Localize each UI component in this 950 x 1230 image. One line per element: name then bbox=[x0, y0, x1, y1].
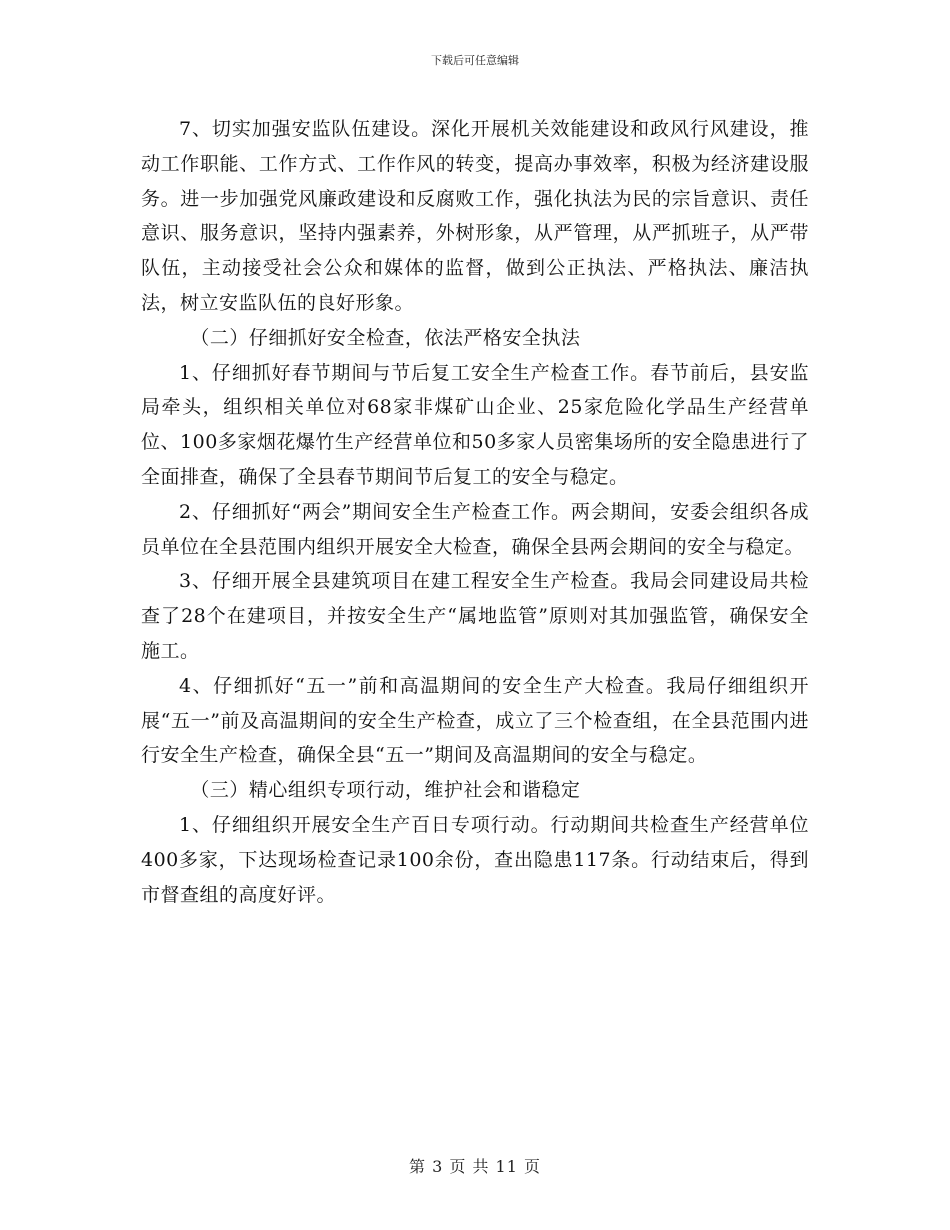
paragraph-hundred-day-action: 1、仔细组织开展安全生产百日专项行动。行动期间共检查生产经营单位400多家，下达现场检查记录100余份，查出隐患117条。行动结束后，得到市督查组的高度好评。 bbox=[141, 813, 809, 906]
document-body bbox=[141, 112, 809, 912]
section-heading-special-actions: （三）精心组织专项行动，维护社会和谐稳定 bbox=[190, 779, 581, 802]
page-number: 第 3 页 共 11 页 bbox=[409, 1157, 541, 1176]
paragraph-construction-inspection: 3、仔细开展全县建筑项目在建工程安全生产检查。我局会同建设局共检查了28个在建项目，并按安全生产“属地监管”原则对其加强监管，确保安全施工。 bbox=[141, 570, 809, 662]
section-heading-safety-inspection: （二）仔细抓好安全检查，依法严格安全执法 bbox=[190, 326, 581, 349]
paragraph-spring-festival-inspection: 1、仔细抓好春节期间与节后复工安全生产检查工作。春节前后，县安监局牵头，组织相关单位对68家非煤矿山企业、25家危险化学品生产经营单位、100多家烟花爆竹生产经营单位和50多家人员密集场所的安全隐患进行了全面排查，确保了全县春节期间节后复工的安全与稳定。 bbox=[141, 361, 809, 488]
paragraph-may-day-inspection: 4、仔细抓好“五一”前和高温期间的安全生产大检查。我局仔细组织开展“五一”前及高温期间的安全生产检查，成立了三个检查组，在全县范围内进行安全生产检查，确保全县“五一”期间及高温期间的安全与稳定。 bbox=[141, 674, 809, 767]
paragraph-two-sessions-inspection: 2、仔细抓好“两会”期间安全生产检查工作。两会期间，安委会组织各成员单位在全县范围内组织开展安全大检查，确保全县两会期间的安全与稳定。 bbox=[141, 500, 809, 558]
paragraph-team-building: 7、切实加强安监队伍建设。深化开展机关效能建设和政风行风建设，推动工作职能、工作方式、工作作风的转变，提高办事效率，积极为经济建设服务。进一步加强党风廉政建设和反腐败工作，强化执法为民的宗旨意识、责任意识、服务意识，坚持内强素养，外树形象，从严管理，从严抓班子，从严带队伍，主动接受社会公众和媒体的监督，做到公正执法、严格执法、廉洁执法，树立安监队伍的良好形象。 bbox=[141, 118, 809, 314]
page-header: 下载后可任意编辑 bbox=[431, 54, 519, 67]
